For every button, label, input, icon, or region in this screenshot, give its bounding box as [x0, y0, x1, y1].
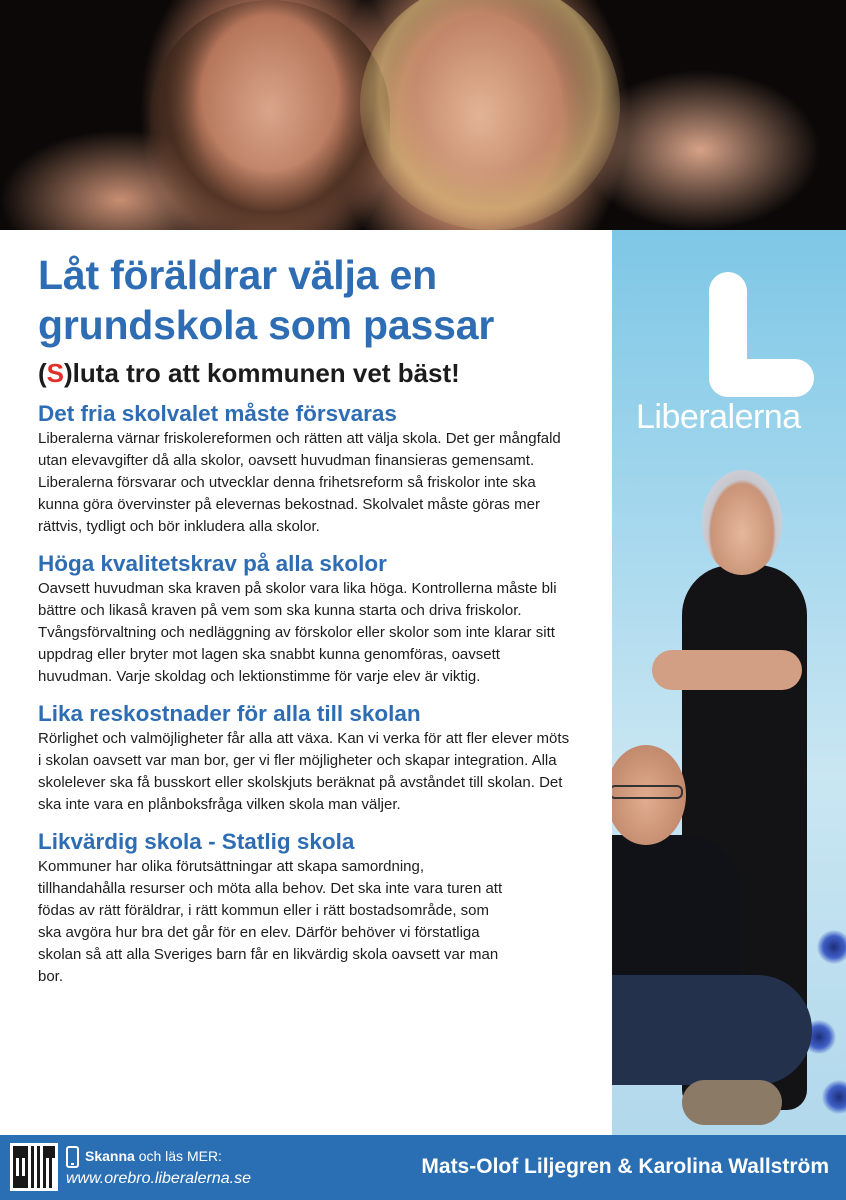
- headline: [38, 250, 608, 350]
- section-travel-costs: [38, 702, 608, 816]
- subhead-red-letter: S: [46, 358, 65, 388]
- subhead-rest: )luta tro att kommunen vet bäst!: [64, 358, 460, 388]
- candidate-photo-man: [612, 745, 842, 1135]
- main-content: [38, 250, 608, 988]
- hero-photo: [0, 0, 846, 230]
- scan-prompt: [85, 1147, 222, 1165]
- section-state-school: [38, 830, 608, 988]
- section-free-school-choice: [38, 402, 608, 538]
- subheadline: [38, 358, 608, 388]
- section-body: Oavsett huvudman ska kraven på skolor vara lika höga. Kontrollerna måste bli bättre och likaså kraven på vem som ska kunna starta och driva friskolor. Tvångsförvaltning och nedläggning av förskolor eller skolor som inte klarar sitt uppdrag eller bryter mot lagen ska snabbt kunna genomföras, oavsett huvudman. Varje skoldag och lektionstimme för varje elev är viktig.: [38, 580, 557, 685]
- section-body: Liberalerna värnar friskolereformen och rätten att välja skola. Det ger mångfald utan elevavgifter då alla skolor, oavsett huvudman finansieras gemensamt. Liberalerna försvarar och utvecklar denna frihetsreform så friskolor inte ska kunna göra övervinster på elevernas bekostnad. Skolvalet måste göras mer rättvis, tydligt och bör inkludera alla skolor.: [38, 430, 561, 535]
- phone-icon: [66, 1146, 79, 1168]
- qr-code-icon[interactable]: [10, 1143, 58, 1191]
- footer-bar: [0, 1135, 846, 1200]
- section-body: Rörlighet och valmöjligheter får alla att växa. Kan vi verka för att fler elever möts i skolan oavsett var man bor, ger vi fler möjligheter och skapar integration. Alla skolelever ska få busskort eller skolskjuts beräknat på avståndet till skolan. Det ska inte vara en plånboksfråga vilken skola man väljer.: [38, 730, 570, 813]
- section-title: Det fria skolvalet måste försvaras: [38, 401, 397, 426]
- candidate-names: Mats-Olof Liljegren & Karolina Wallström: [421, 1155, 829, 1178]
- section-quality-requirements: [38, 552, 608, 688]
- logo-wordmark: Liberalerna: [636, 398, 801, 436]
- headline-line-1: Låt föräldrar välja en: [38, 252, 437, 298]
- website-link[interactable]: www.orebro.liberalerna.se: [66, 1170, 251, 1187]
- scan-rest: och läs MER:: [134, 1148, 222, 1164]
- side-panel: [612, 230, 846, 1135]
- headline-line-2: grundskola som passar: [38, 302, 495, 348]
- liberalerna-logo-icon: [709, 272, 814, 397]
- section-body: Kommuner har olika förutsättningar att skapa samordning, tillhandahålla resurser och möta alla behov. Det ska inte vara turen att födas av rätt föräldrar, i rätt kommun eller i rätt bostadsområde, som ska avgöra hur bra det går för en elev. Därför behöver vi förstatliga skolan så att alla Sveriges barn får en likvärdig skola oavsett var man bor.: [38, 858, 503, 985]
- hero-hair-left: [150, 0, 390, 230]
- subhead-open-paren: (: [38, 358, 47, 388]
- section-title: Likvärdig skola - Statlig skola: [38, 829, 355, 854]
- scan-bold: Skanna: [85, 1148, 135, 1164]
- section-title: Höga kvalitetskrav på alla skolor: [38, 551, 387, 576]
- section-title: Lika reskostnader för alla till skolan: [38, 701, 421, 726]
